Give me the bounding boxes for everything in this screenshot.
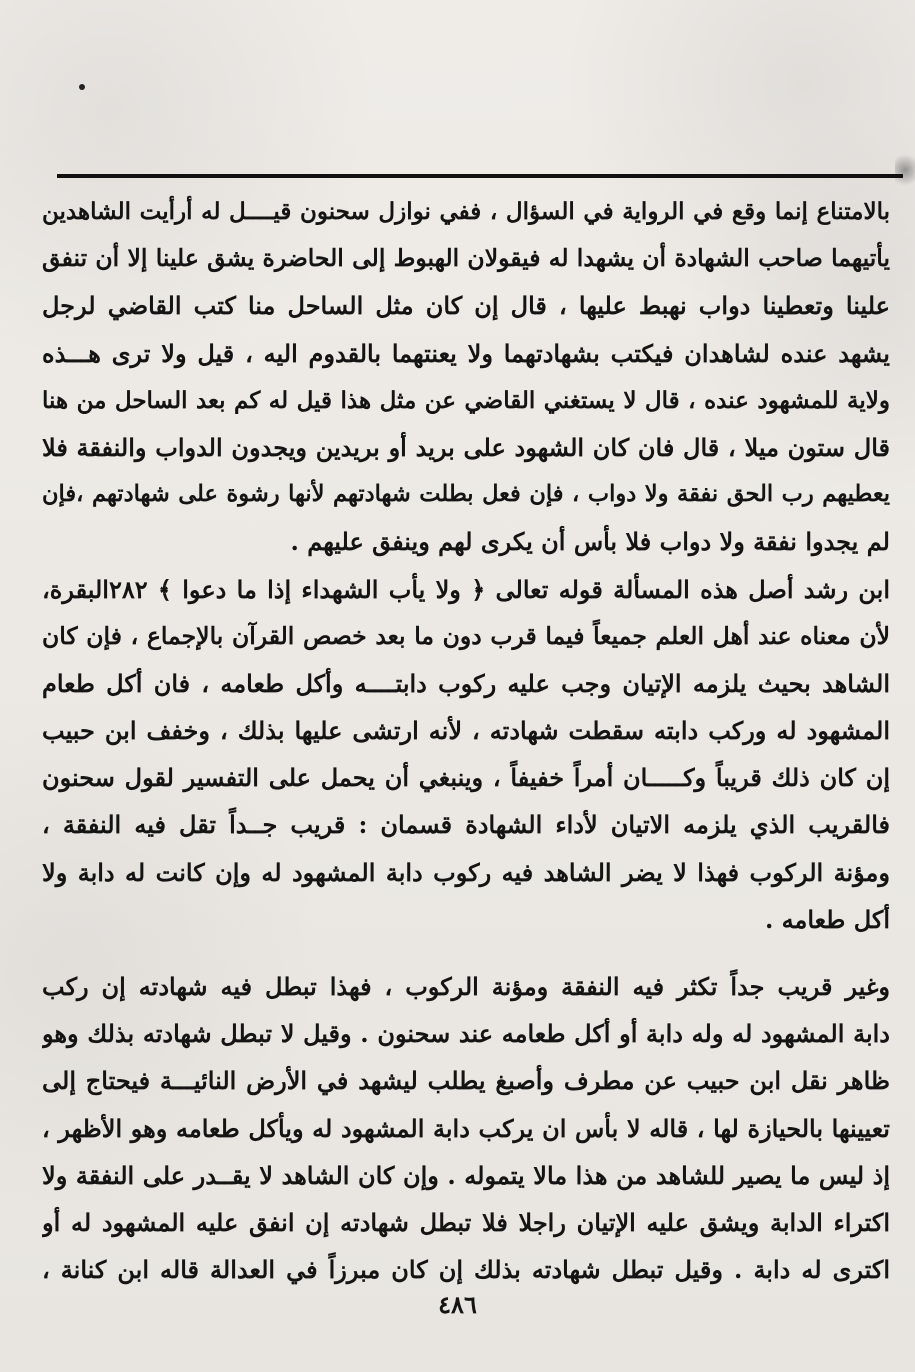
text-line: ومؤنة الركوب فهذا لا يضر الشاهد فيه ركوب دابة المشهود له وإن كانت له دابة ولا (42, 857, 890, 887)
text-line: إذ ليس ما يصير للشاهد من هذا مالا يتموله . وإن كان الشاهد لا يقــدر على النفقة ولا (42, 1160, 890, 1190)
text-line: قال ستون ميلا ، قال فان كان الشهود على بريد أو بريدين ويجدون الدواب والنفقة فلا (42, 432, 890, 462)
text-line: فالقريب الذي يلزمه الاتيان لأداء الشهادة قسمان : قريب جــداً تقل فيه النفقة ، (42, 810, 890, 840)
text-line: اكترى له دابة . وقيل تبطل شهادته بذلك إن كان مبرزاً في العدالة قاله ابن كنانة ، (42, 1255, 890, 1285)
text-line: اكتراء الدابة ويشق عليه الإتيان راجلا فلا تبطل شهادته إن انفق عليه المشهود له أو (42, 1207, 890, 1237)
text-line: ظاهر نقل ابن حبيب عن مطرف وأصبغ يطلب ليشهد في الأرض النائيـــة فيحتاج إلى (42, 1066, 890, 1096)
text-line: الشاهد بحيث يلزمه الإتيان وجب عليه ركوب دابتــــه وأكل طعامه ، فان أكل طعام (42, 668, 890, 698)
text-line: ولاية للمشهود عنده ، قال لا يستغني القاضي عن مثل هذا قيل له كم بعد الساحل من هنا (42, 386, 890, 414)
text-line: يعطيهم رب الحق نفقة ولا دواب ، فإن فعل بطلت شهادتهم لأنها رشوة على شهادتهم ،فإن (42, 481, 890, 508)
text-line: يأتيهما صاحب الشهادة أن يشهدا له فيقولان الهبوط إلى الحاضرة يشق علينا إلا أن تنفق (42, 244, 890, 273)
text-line: إن كان ذلك قريباً وكـــــان أمراً خفيفاً ، وينبغي أن يحمل على التفسير لقول سحنون (42, 763, 890, 793)
text-line: يشهد عنده لشاهدان فيكتب بشهادتهما ولا يعنتهما بالقدوم اليه ، قيل ولا ترى هـــذه (42, 338, 890, 368)
text-line: بالامتناع إنما وقع في الرواية في السؤال ، ففي نوازل سحنون قيــــل له أرأيت الشاهدين (42, 198, 890, 225)
text-line: أكل طعامه . (764, 904, 890, 934)
edge-smudge (895, 150, 915, 190)
text-line: لم يجدوا نفقة ولا دواب فلا بأس أن يكرى لهم وينفق عليهم . (290, 527, 890, 557)
text-line: دابة المشهود له وله دابة أو أكل طعامه عند سحنون . وقيل لا تبطل شهادته بذلك وهو (42, 1019, 890, 1049)
text-line: وغير قريب جداً تكثر فيه النفقة ومؤنة الركوب ، فهذا تبطل فيه شهادته إن ركب (42, 972, 890, 1001)
page-number: ٤٨٦ (438, 1290, 477, 1319)
text-line: ابن رشد أصل هذه المسألة قوله تعالى ﴿ ولا يأب الشهداء إذا ما دعوا ﴾ ٢٨٢البقرة، (42, 574, 890, 604)
body-text (42, 188, 890, 1293)
text-line: تعيينها بالحيازة لها ، قاله لا بأس ان يركب دابة المشهود له ويأكل طعامه وهو الأظهر ، (42, 1113, 890, 1143)
text-line: علينا وتعطينا دواب نهبط عليها ، قال إن كان مثل الساحل منا كتب القاضي لرجل (42, 291, 890, 321)
text-line: لأن معناه عند أهل العلم جميعاً فيما قرب دون ما بعد خصص القرآن بالإجماع ، فإن كان (42, 621, 890, 650)
header-rule (57, 174, 903, 178)
text-line: المشهود له وركب دابته سقطت شهادته ، لأنه ارتشى عليها بذلك ، وخفف ابن حبيب (42, 716, 890, 746)
ink-speck (79, 84, 85, 90)
